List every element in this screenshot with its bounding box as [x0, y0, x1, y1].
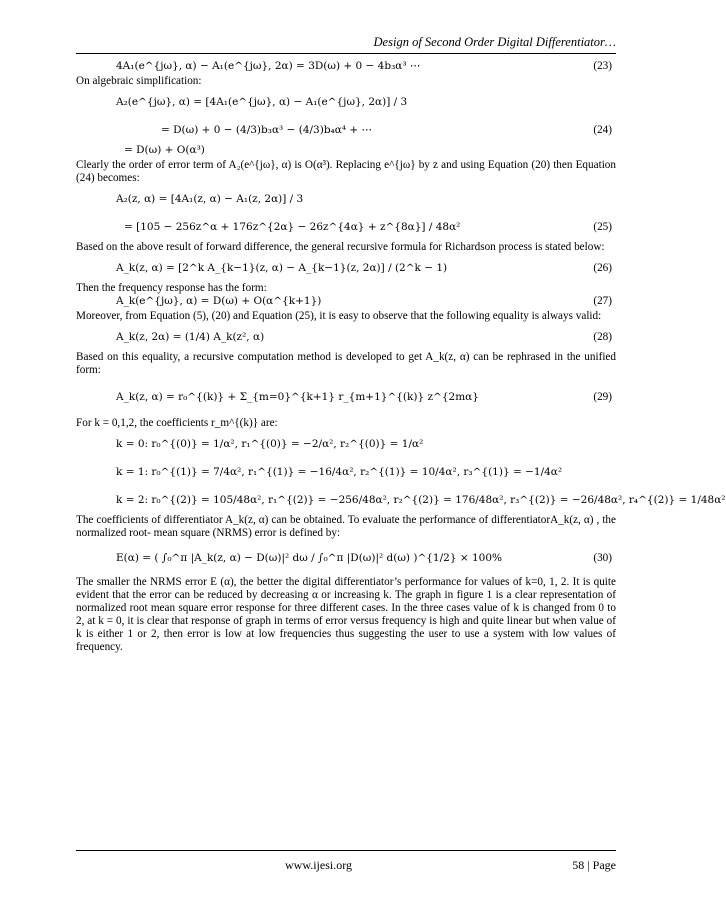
equation: = [105 − 256z^α + 176z^{2α} − 26z^{4α} + z^{8α}] / 48α² [124, 221, 461, 233]
paragraph: The coefficients of differentiator A_k(z, α) can be obtained. To evaluate the performance of differentiatorA_k(z, α) , the normalized root- mean square (NRMS) error is defined by: [76, 514, 616, 539]
equation: k = 2: r₀^{(2)} = 105/48α², r₁^{(2)} = −256/48α², r₂^{(2)} = 176/48α², r₃^{(2)} = −26/48α², r₄^{(2)} = 1/48α² [116, 494, 726, 506]
equation: A_k(z, α) = [2^k A_{k−1}(z, α) − A_{k−1}(z, 2α)] / (2^k − 1) [116, 262, 448, 274]
equation-number: (26) [593, 262, 612, 274]
paragraph: The smaller the NRMS error E (α), the better the digital differentiator’s performance for values of k=0, 1, 2. It is quite evident that the error can be reduced by decreasing α or increasing k. The graph in figure 1 is a clear representation of normalized root mean square error response for three different cases. In the three cases value of k is changed from 0 to 2, at k = 0, it is clear that response of graph in terms of error versus frequency is high and quite linear but when value of k is either 1 or 2, then error is low at low frequencies thus suggesting the user to use a system with low values of frequency. [76, 576, 616, 653]
equation-row [76, 60, 616, 75]
equation-row [76, 295, 616, 310]
equation: E(α) = ( ∫₀^π |A_k(z, α) − D(ω)|² dω / ∫₀^π |D(ω)|² d(ω) )^{1/2} × 100% [116, 552, 502, 564]
equation: k = 0: r₀^{(0)} = 1/α², r₁^{(0)} = −2/α², r₂^{(0)} = 1/α² [116, 438, 424, 450]
running-header: Design of Second Order Digital Differentiator… [373, 35, 616, 49]
equation-row [76, 254, 616, 282]
equation-row [76, 486, 726, 514]
equation-row [76, 540, 616, 576]
equation: = D(ω) + 0 − (4/3)b₃α³ − (4/3)b₄α⁴ + ⋯ [161, 124, 373, 136]
equation: = D(ω) + O(α³) [124, 144, 205, 156]
equation-row [76, 430, 616, 458]
equation-number: (28) [593, 331, 612, 343]
equation-number: (30) [593, 552, 612, 564]
paragraph: Moreover, from Equation (5), (20) and Equation (25), it is easy to observe that the following equality is always valid: [76, 310, 602, 322]
equation-row [76, 144, 616, 159]
equation-row [76, 116, 616, 144]
paragraph: Based on this equality, a recursive computation method is developed to get A_k(z, α) can be rephrased in the unified form: [76, 351, 616, 376]
equation: A₂(z, α) = [4A₁(z, α) − A₁(z, 2α)] / 3 [116, 193, 304, 205]
paragraph: Clearly the order of error term of A₂(e^{jω}, α) is O(α³). Replacing e^{jω} by z and using Equation (20) then Equation (24) becomes: [76, 159, 616, 184]
equation-number: (25) [593, 221, 612, 233]
equation: A_k(z, α) = r₀^{(k)} + Σ_{m=0}^{k+1} r_{m+1}^{(k)} z^{2mα} [116, 391, 479, 403]
paragraph: For k = 0,1,2, the coefficients r_m^{(k)} are: [76, 417, 278, 429]
equation-row [76, 185, 616, 213]
body-content [76, 60, 726, 654]
equation: A₂(e^{jω}, α) = [4A₁(e^{jω}, α) − A₁(e^{jω}, 2α)] / 3 [116, 96, 408, 108]
equation: A_k(z, 2α) = (1/4) A_k(z², α) [116, 331, 265, 343]
equation: A_k(e^{jω}, α) = D(ω) + O(α^{k+1}) [116, 295, 322, 307]
paragraph: Based on the above result of forward difference, the general recursive formula for Richardson process is stated below: [76, 241, 605, 253]
equation-number: (29) [593, 391, 612, 403]
equation-number: (23) [593, 60, 612, 72]
equation-number: (27) [593, 295, 612, 307]
equation-row [76, 377, 616, 417]
equation-row [76, 213, 616, 241]
footer-rule [76, 850, 616, 851]
equation: 4A₁(e^{jω}, α) − A₁(e^{jω}, 2α) = 3D(ω) + 0 − 4b₃α³ ⋯ [116, 60, 421, 72]
equation-row [76, 88, 616, 116]
paragraph: Then the frequency response has the form: [76, 282, 267, 294]
paragraph: On algebraic simplification: [76, 75, 202, 87]
equation-row [76, 458, 616, 486]
equation-number: (24) [593, 124, 612, 136]
footer-page-number: 58 | Page [572, 858, 616, 872]
equation: k = 1: r₀^{(1)} = 7/4α², r₁^{(1)} = −16/4α², r₂^{(1)} = 10/4α², r₃^{(1)} = −1/4α² [116, 466, 563, 478]
footer-url[interactable]: www.ijesi.org [285, 858, 352, 872]
header-rule [76, 53, 616, 54]
equation-row [76, 323, 616, 351]
